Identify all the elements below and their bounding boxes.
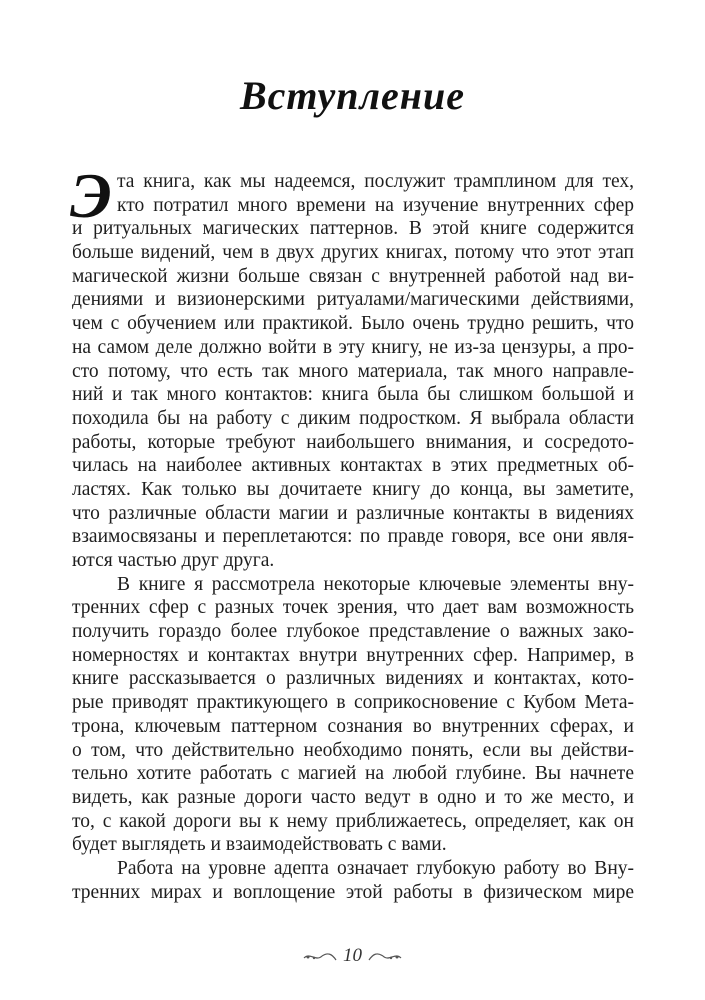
drop-cap: Э (70, 160, 112, 231)
text-line: видеть, как разные дороги часто ведут в одно и то же место, и (72, 786, 634, 808)
text-line: взаимосвязаны и переплетаются: по правде говоря, все они явля- (72, 526, 634, 548)
text-line: книге рассказывается о различных видениях и контактах, кото- (72, 668, 634, 690)
text-line: кто потратил много времени на изучение внутренних сфер (117, 194, 634, 216)
paragraph (70, 160, 634, 573)
text-line: номерностях и контактах внутри внутренних сфер. Например, в (72, 644, 634, 666)
text-line: чем с обучением или практикой. Было очень трудно решить, что (72, 313, 634, 335)
text-line: о том, что действительно необходимо понять, если вы действи- (72, 739, 634, 761)
text-line: и ритуальных магических паттернов. В этой книге содержится (72, 218, 634, 240)
body-text (70, 160, 634, 904)
text-line: что различные области магии и различные контакты в видениях (72, 502, 634, 524)
text-line: походила бы на работу с диким подростком. Я выбрала области (72, 407, 634, 429)
text-line: ний и так много контактов: книга была бы слишком большой и (72, 384, 634, 406)
paragraph (72, 573, 634, 857)
text-line: Работа на уровне адепта означает глубокую работу во Вну- (117, 857, 634, 879)
text-line: тренних сфер с разных точек зрения, что дает вам возможность (72, 597, 634, 619)
text-line: то, с какой дороги вы к нему приближаетесь, определяет, как он (72, 810, 634, 832)
text-line: магической жизни больше связан с внутренней работой над ви- (72, 265, 634, 287)
text-line: получить гораздо более глубокое представление о важных зако- (72, 621, 634, 643)
text-line: ются частью друг друга. (72, 550, 275, 571)
text-line: на самом деле должно войти в эту книгу, не из-за цензуры, а про- (72, 336, 634, 358)
chapter-title: Вступление (239, 73, 466, 118)
right-ornament-icon (367, 950, 403, 964)
text-line: В книге я рассмотрела некоторые ключевые элементы вну- (117, 573, 634, 595)
text-line: тренних мирах и воплощение этой работы в физическом мире (72, 881, 634, 903)
text-line: дениями и визионерскими ритуалами/магическими действиями, (72, 289, 634, 311)
paragraph (72, 857, 634, 904)
text-line: будет выглядеть и взаимодействовать с вами. (72, 834, 447, 856)
text-line: та книга, как мы надеемся, послужит трамплином для тех, (117, 171, 634, 192)
text-line: чилась на наиболее активных контактах в этих предметных об- (72, 455, 634, 477)
left-ornament-icon (302, 950, 338, 964)
text-line: больше видений, чем в двух других книгах, потому что этот этап (72, 242, 634, 264)
page-number: 10 (343, 945, 362, 966)
text-line: трона, ключевым паттерном сознания во внутренних сферах, и (72, 715, 634, 737)
text-line: работы, которые требуют наибольшего внимания, и сосредото- (72, 431, 634, 453)
text-line: сто потому, что есть так много материала, так много направле- (72, 360, 634, 382)
text-line: ластях. Как только вы дочитаете книгу до конца, вы заметите, (72, 478, 634, 500)
page-footer (0, 945, 705, 967)
text-line: тельно хотите работать с магией на любой глубине. Вы начнете (72, 763, 634, 785)
text-line: рые приводят практикующего в соприкосновение с Кубом Мета- (72, 692, 634, 714)
